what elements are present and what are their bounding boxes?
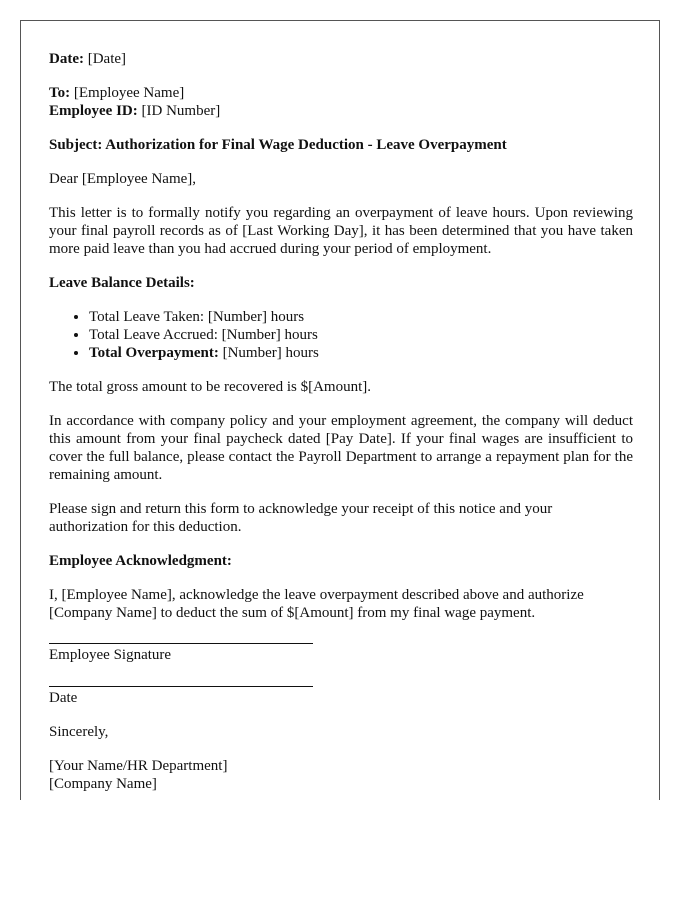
balance-heading-text: Leave Balance Details: bbox=[49, 275, 195, 291]
leave-accrued-label: Total Leave Accrued: bbox=[89, 327, 218, 343]
subject-text: Subject: Authorization for Final Wage Deduction - Leave Overpayment bbox=[49, 137, 507, 153]
recipient-line bbox=[49, 84, 633, 102]
date-label: Date: bbox=[49, 51, 84, 67]
policy-paragraph: In accordance with company policy and your employment agreement, the company will deduct this amount from your final paycheck dated [Pay Date]. If your final wages are insufficient to cover the full balance, please contact the Payroll Department to arrange a repayment plan for the remaining amount. bbox=[49, 413, 633, 483]
employee-id-label: Employee ID: bbox=[49, 103, 138, 119]
list-item bbox=[89, 326, 633, 344]
sender-name: [Your Name/HR Department] bbox=[49, 758, 228, 774]
employee-id-line bbox=[49, 102, 633, 120]
balance-heading bbox=[49, 274, 633, 292]
list-item bbox=[89, 308, 633, 326]
recipient-name: [Employee Name] bbox=[73, 85, 185, 101]
closing: Sincerely, bbox=[49, 724, 109, 740]
employee-signature-label: Employee Signature bbox=[49, 647, 172, 663]
list-item bbox=[89, 344, 633, 362]
overpayment-label: Total Overpayment: bbox=[89, 345, 219, 361]
letter-body bbox=[49, 50, 633, 793]
leave-taken-value: [Number] hours bbox=[207, 309, 305, 325]
leave-accrued-value: [Number] hours bbox=[221, 327, 318, 343]
to-label: To: bbox=[49, 85, 71, 101]
date-signature-line[interactable] bbox=[49, 686, 313, 707]
subject-line bbox=[49, 136, 633, 154]
acknowledgment-paragraph: I, [Employee Name], acknowledge the leave overpayment described above and authorize [Company Name] to deduct the sum of $[Amount] from my final wage payment. bbox=[49, 587, 584, 621]
sign-request-paragraph: Please sign and return this form to acknowledge your receipt of this notice and your authorization for this deduction. bbox=[49, 501, 553, 535]
gross-amount-paragraph: The total gross amount to be recovered is $[Amount]. bbox=[49, 379, 372, 395]
date-signature-label: Date bbox=[49, 690, 78, 706]
employee-id-value: [ID Number] bbox=[141, 103, 221, 119]
employee-signature-line[interactable] bbox=[49, 643, 313, 664]
date-line bbox=[49, 50, 633, 68]
balance-list bbox=[49, 308, 633, 362]
date-value: [Date] bbox=[87, 51, 127, 67]
leave-taken-label: Total Leave Taken: bbox=[89, 309, 205, 325]
intro-paragraph: This letter is to formally notify you regarding an overpayment of leave hours. Upon reviewing your final payroll records as of [Last Working Day], it has been determined that you have taken more paid leave than you had accrued during your period of employment. bbox=[49, 205, 633, 257]
letter-page bbox=[20, 20, 660, 800]
salutation: Dear [Employee Name], bbox=[49, 171, 197, 187]
acknowledgment-heading-text: Employee Acknowledgment: bbox=[49, 553, 232, 569]
sender-company: [Company Name] bbox=[49, 776, 157, 792]
acknowledgment-heading bbox=[49, 552, 633, 570]
overpayment-value: [Number] hours bbox=[222, 345, 319, 361]
